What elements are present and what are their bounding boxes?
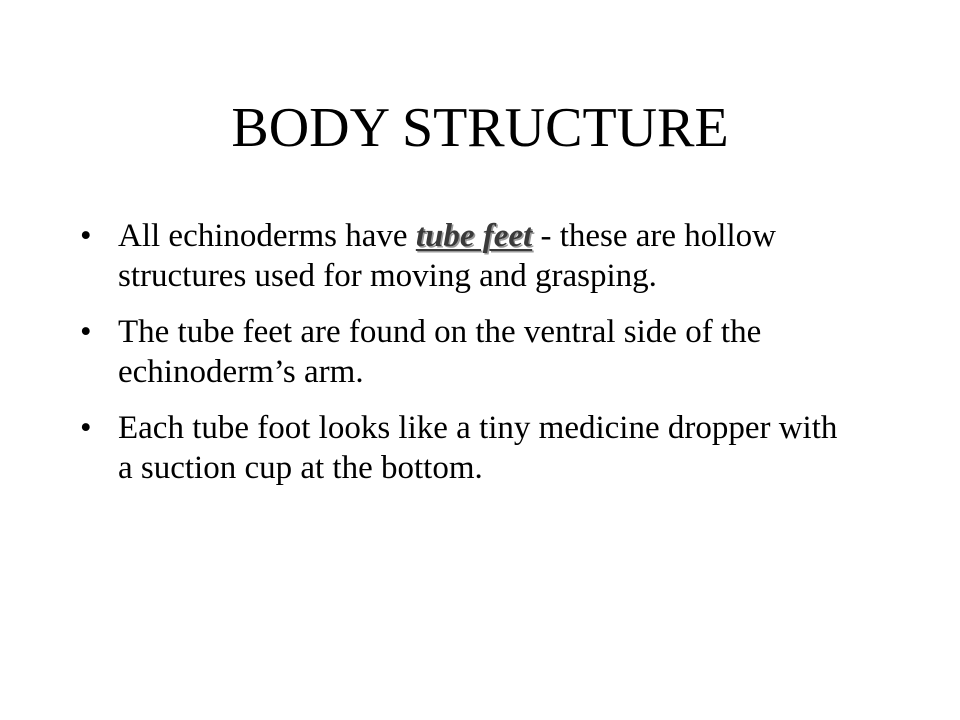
bullet-text-after: - these are hollow structures used for moving and grasping.	[118, 218, 776, 294]
bullet-icon: •	[80, 218, 92, 254]
slide-title: BODY STRUCTURE	[231, 97, 729, 159]
bullet-icon: •	[80, 410, 92, 446]
bullet-text: Each tube foot looks like a tiny medicine dropper with a suction cup at the bottom.	[118, 410, 838, 486]
bullet-text: The tube feet are found on the ventral side of the echinoderm’s arm.	[118, 314, 762, 390]
bullet-list	[80, 216, 860, 504]
bullet-icon: •	[80, 314, 92, 350]
bullet-item-ventral-side	[80, 312, 860, 392]
bullet-item-medicine-dropper	[80, 408, 860, 488]
bullet-text-before: All echinoderms have	[118, 218, 416, 254]
bullet-item-tube-feet	[80, 216, 860, 296]
emphasized-term: tube feet	[415, 218, 533, 254]
